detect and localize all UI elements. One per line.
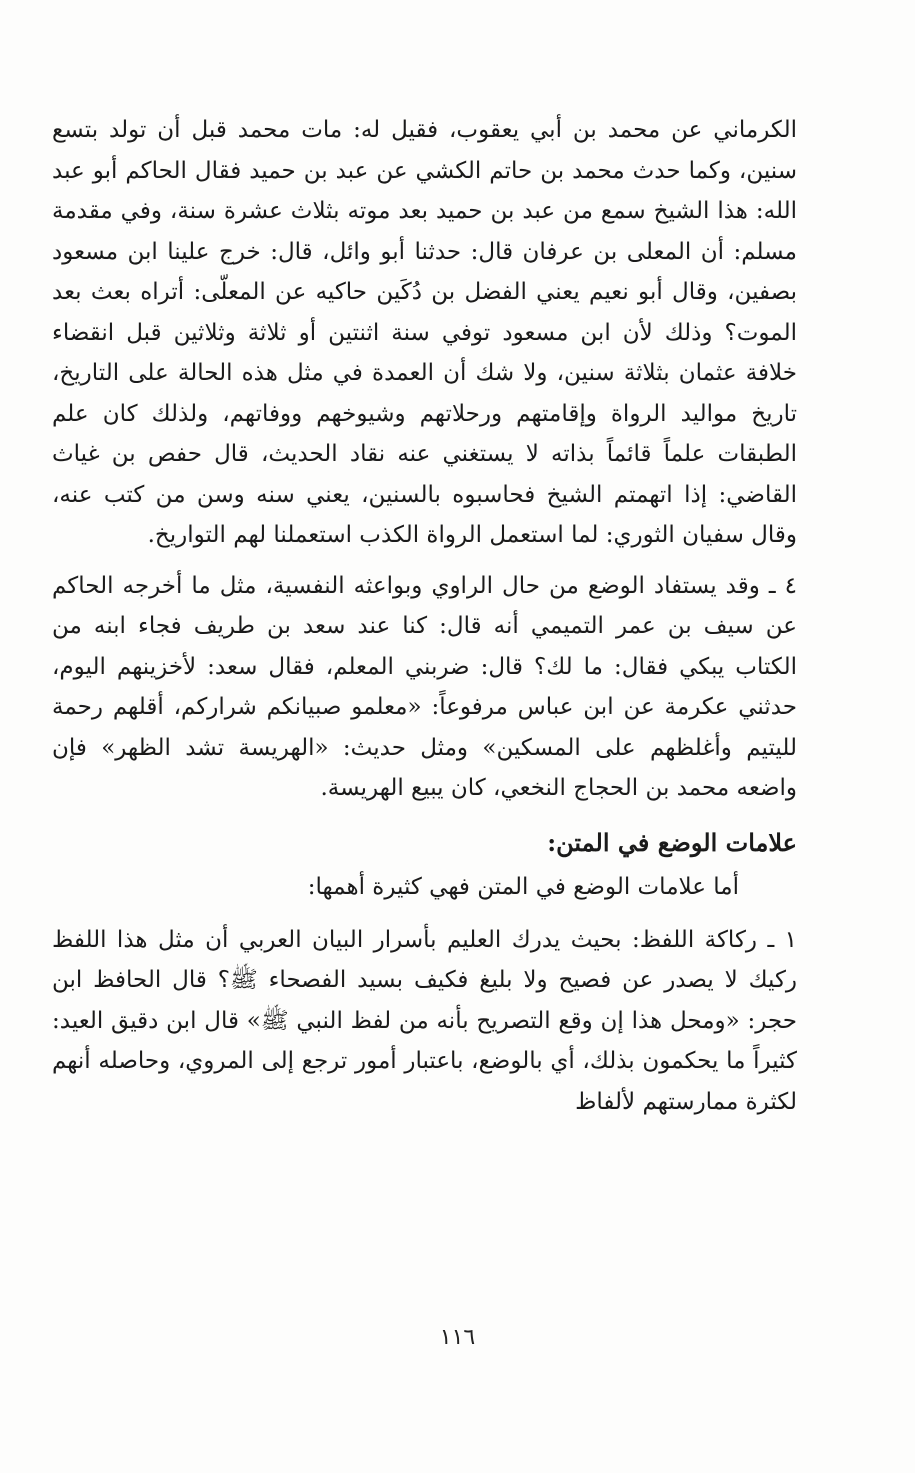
bottom-edge bbox=[0, 1465, 915, 1473]
paragraph-3: ١ ـ ركاكة اللفظ: بحيث يدرك العليم بأسرار البيان العربي أن مثل هذا اللفظ ركيك لا يصدر عن فصيح ولا بليغ فكيف بسيد الفصحاء ﷺ؟ قال الحافظ ابن حجر: «ومحل هذا إن وقع التصريح بأنه من لفظ النبي ﷺ» قال ابن دقيق العيد: كثيراً ما يحكمون بذلك، أي بالوضع، باعتبار أمور ترجع إلى المروي، وحاصله أنهم لكثرة ممارستهم لألفاظ bbox=[52, 926, 797, 1115]
top-edge bbox=[0, 0, 915, 6]
page-number: ١١٦ bbox=[439, 1325, 476, 1350]
paragraph-1: الكرماني عن محمد بن أبي يعقوب، فقيل له: مات محمد قبل أن تولد بتسع سنين، وكما حدث محمد بن حاتم الكشي عن عبد بن حميد فقال الحاكم أبو عبد الله: هذا الشيخ سمع من عبد بن حميد بعد موته بثلاث عشرة سنة، وفي مقدمة مسلم: أن المعلى بن عرفان قال: حدثنا أبو وائل، قال: خرج علينا ابن مسعود بصفين، وقال أبو نعيم يعني الفضل بن دُكَين حاكيه عن المعلّى: أتراه بعث بعد الموت؟ وذلك لأن ابن مسعود توفي سنة اثنتين أو ثلاثة وثلاثين قبل انقضاء خلافة عثمان بثلاثة سنين، ولا شك أن العمدة في مثل هذه الحالة على التاريخ، تاريخ مواليد الرواة وإقامتهم ورحلاتهم وشيوخهم ووفاتهم، ولذلك كان علم الطبقات علماً قائماً بذاته لا يستغني عنه نقاد الحديث، قال حفص بن غياث القاضي: إذا اتهمتم الشيخ فحاسبوه بالسنين، يعني سنه وسن من كتب عنه، وقال سفيان الثوري: لما استعمل الرواة الكذب استعملنا لهم التواريخ. bbox=[52, 117, 797, 548]
section-heading: علامات الوضع في المتن: bbox=[547, 827, 797, 857]
section-intro: أما علامات الوضع في المتن فهي كثيرة أهمها: bbox=[307, 874, 739, 900]
main-text-block bbox=[52, 110, 797, 1132]
paragraph-2: ٤ ـ وقد يستفاد الوضع من حال الراوي وبواعثه النفسية، مثل ما أخرجه الحاكم عن سيف بن عمر التميمي أنه قال: كنا عند سعد بن طريف فجاء ابنه من الكتاب يبكي فقال: ما لك؟ قال: ضربني المعلم، فقال سعد: لأخزينهم اليوم، حدثني عكرمة عن ابن عباس مرفوعاً: «معلمو صبيانكم شراركم، أقلهم رحمة لليتيم وأغلظهم على المسكين» ومثل حديث: «الهريسة تشد الظهر» فإن واضعه محمد بن الحجاج النخعي، كان يبيع الهريسة. bbox=[52, 572, 797, 801]
